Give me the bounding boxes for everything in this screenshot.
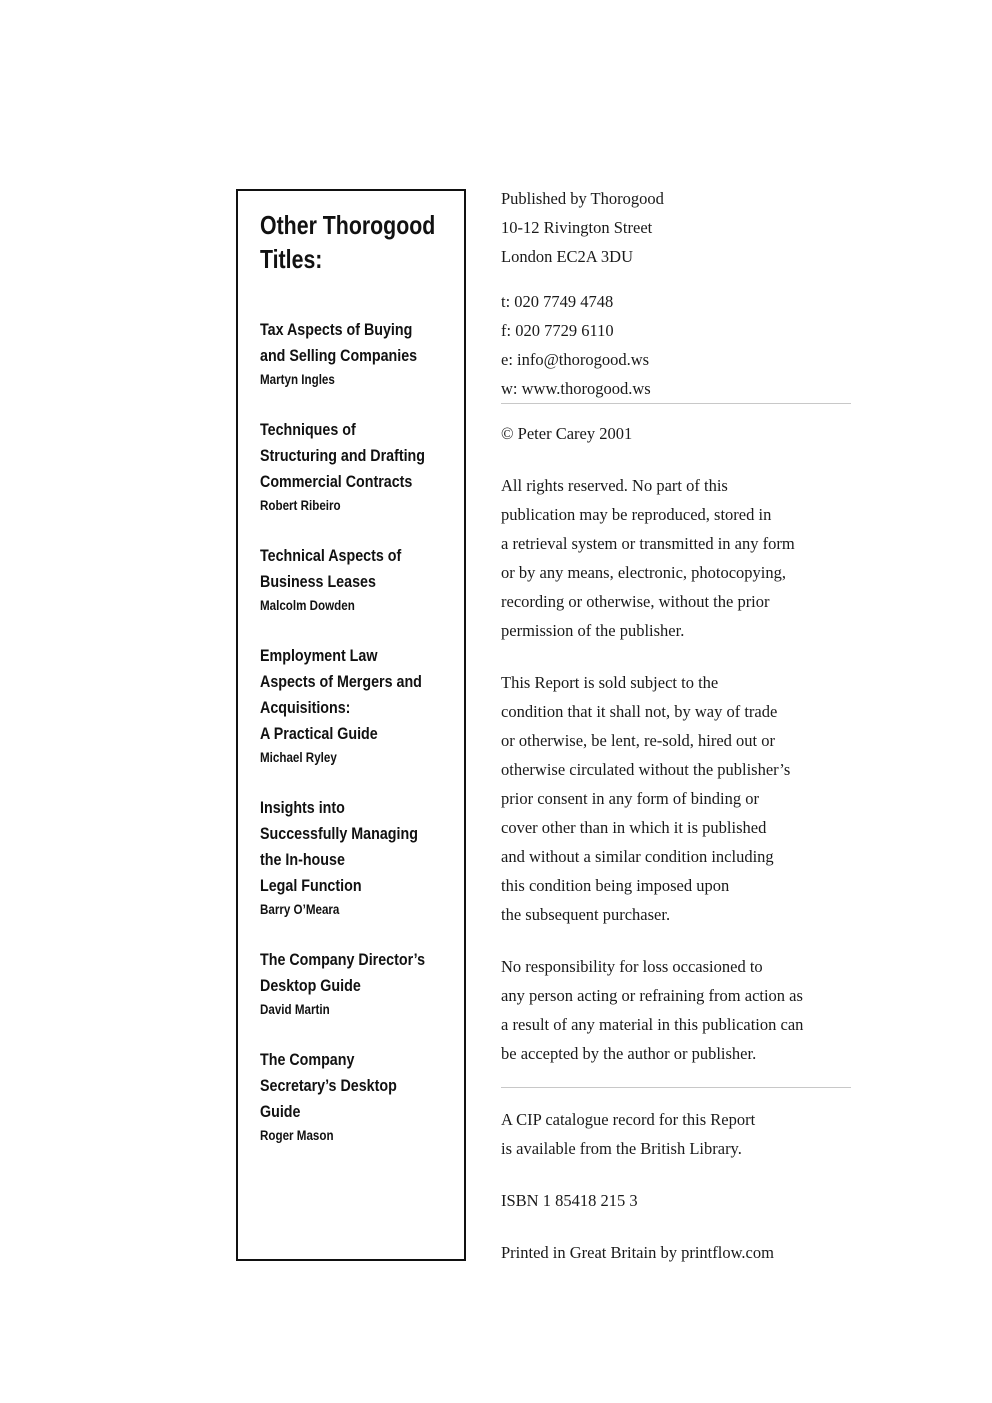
cip-line: A CIP catalogue record for this Report	[501, 1110, 756, 1129]
book-title: The Company	[260, 1050, 355, 1069]
book-author: Barry O’Meara	[260, 902, 340, 917]
book-title: Tax Aspects of Buying	[260, 320, 413, 339]
book-title: Commercial Contracts	[260, 472, 413, 491]
copyright-notice	[501, 419, 851, 448]
disclaimer-paragraph	[501, 952, 851, 1068]
imprint-column	[501, 184, 851, 1267]
book-title: Technical Aspects of	[260, 546, 402, 565]
rights-line: a retrieval system or transmitted in any form	[501, 534, 795, 553]
conditions-line: cover other than in which it is published	[501, 818, 767, 837]
conditions-line: the subsequent purchaser.	[501, 905, 671, 924]
book-entry	[260, 947, 500, 1021]
contact-details	[501, 287, 851, 403]
book-title: the In-house	[260, 850, 345, 869]
rights-line: publication may be reproduced, stored in	[501, 505, 772, 524]
book-entry	[260, 543, 500, 617]
disclaimer-line: a result of any material in this publication can	[501, 1015, 804, 1034]
book-title: Structuring and Drafting	[260, 446, 426, 465]
conditions-paragraph	[501, 668, 851, 929]
book-entry	[260, 795, 500, 921]
rights-paragraph	[501, 471, 851, 645]
fax: f: 020 7729 6110	[501, 321, 614, 340]
copyright-line: © Peter Carey 2001	[501, 424, 633, 443]
email: e: info@thorogood.ws	[501, 350, 650, 369]
disclaimer-line: be accepted by the author or publisher.	[501, 1044, 757, 1063]
rights-line: recording or otherwise, without the prior	[501, 592, 770, 611]
book-title: Acquisitions:	[260, 698, 351, 717]
book-author: Michael Ryley	[260, 750, 337, 765]
book-title: Insights into	[260, 798, 345, 817]
book-title: Successfully Managing	[260, 824, 418, 843]
cip-paragraph	[501, 1105, 851, 1163]
book-title: Secretary’s Desktop	[260, 1076, 397, 1095]
conditions-line: This Report is sold subject to the	[501, 673, 719, 692]
printer-block	[501, 1238, 851, 1267]
printer: Printed in Great Britain by printflow.com	[501, 1243, 774, 1262]
book-list	[260, 317, 500, 1173]
rights-line: permission of the publisher.	[501, 621, 685, 640]
book-author: Roger Mason	[260, 1128, 334, 1143]
disclaimer-line: any person acting or refraining from action as	[501, 986, 803, 1005]
book-author: David Martin	[260, 1002, 330, 1017]
book-entry	[260, 643, 500, 769]
other-titles-box	[236, 189, 466, 1261]
cip-line: is available from the British Library.	[501, 1139, 742, 1158]
book-entry	[260, 417, 500, 517]
book-title: Legal Function	[260, 876, 362, 895]
isbn-block	[501, 1186, 851, 1215]
book-entry	[260, 1047, 500, 1147]
address-line: Published by Thorogood	[501, 189, 664, 208]
book-entry	[260, 317, 500, 391]
box-heading	[260, 208, 435, 276]
book-title: Employment Law	[260, 646, 378, 665]
book-title: Desktop Guide	[260, 976, 361, 995]
book-title: The Company Director’s	[260, 950, 426, 969]
box-heading-line: Titles:	[260, 244, 323, 274]
rights-line: All rights reserved. No part of this	[501, 476, 728, 495]
divider	[501, 403, 851, 404]
book-title: Techniques of	[260, 420, 356, 439]
conditions-line: and without a similar condition including	[501, 847, 774, 866]
book-title: and Selling Companies	[260, 346, 418, 365]
book-author: Malcolm Dowden	[260, 598, 355, 613]
phone: t: 020 7749 4748	[501, 292, 614, 311]
divider	[501, 1087, 851, 1088]
publisher-address	[501, 184, 851, 271]
book-author: Robert Ribeiro	[260, 498, 341, 513]
conditions-line: or otherwise, be lent, re-sold, hired out or	[501, 731, 776, 750]
book-author: Martyn Ingles	[260, 372, 335, 387]
book-title: A Practical Guide	[260, 724, 378, 743]
address-line: 10-12 Rivington Street	[501, 218, 653, 237]
website: w: www.thorogood.ws	[501, 379, 651, 398]
address-line: London EC2A 3DU	[501, 247, 633, 266]
conditions-line: this condition being imposed upon	[501, 876, 730, 895]
conditions-line: prior consent in any form of binding or	[501, 789, 759, 808]
conditions-line: condition that it shall not, by way of trade	[501, 702, 778, 721]
book-title: Guide	[260, 1102, 301, 1121]
book-title: Aspects of Mergers and	[260, 672, 422, 691]
rights-line: or by any means, electronic, photocopying,	[501, 563, 787, 582]
isbn: ISBN 1 85418 215 3	[501, 1191, 638, 1210]
conditions-line: otherwise circulated without the publisher’s	[501, 760, 791, 779]
book-title: Business Leases	[260, 572, 376, 591]
box-heading-line: Other Thorogood	[260, 210, 436, 240]
disclaimer-line: No responsibility for loss occasioned to	[501, 957, 763, 976]
